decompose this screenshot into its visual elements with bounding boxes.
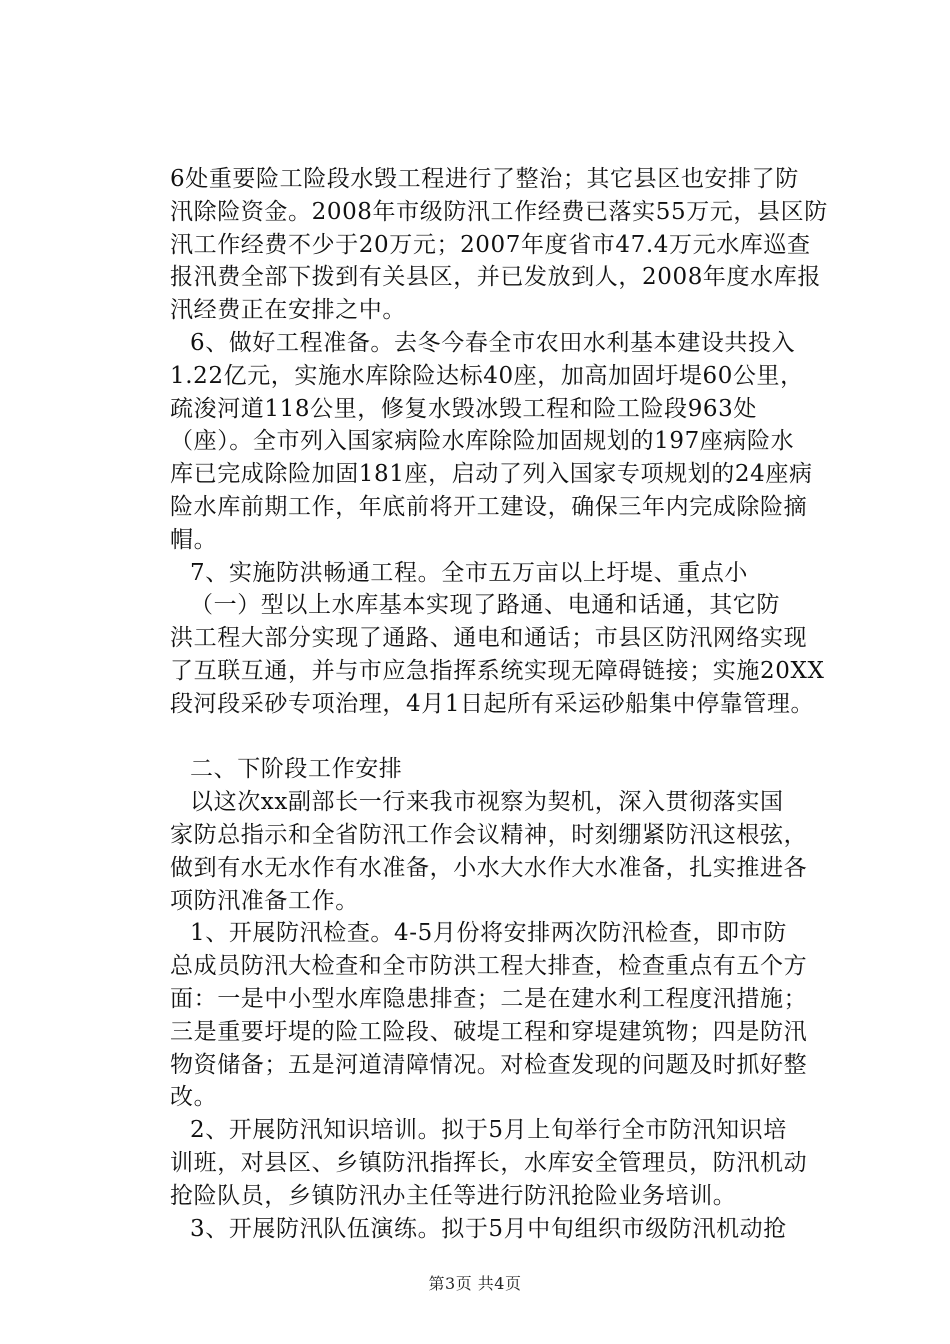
- document-body: [170, 163, 840, 1245]
- text-line: 抢险队员，乡镇防汛办主任等进行防汛抢险业务培训。: [170, 1182, 737, 1209]
- section-heading: 二、下阶段工作安排: [190, 756, 403, 783]
- text-line: 物资储备；五是河道清障情况。对检查发现的问题及时抓好整: [170, 1051, 808, 1078]
- paragraph-start-line: 2、开展防汛知识培训。拟于5月上旬举行全市防汛知识培: [190, 1117, 787, 1144]
- text-line: 汛经费正在安排之中。: [170, 297, 406, 324]
- text-line: 三是重要圩堤的险工险段、破堤工程和穿堤建筑物；四是防汛: [170, 1018, 808, 1045]
- text-line: 库已完成除险加固181座，启动了列入国家专项规划的24座病: [170, 461, 813, 488]
- text-line: 家防总指示和全省防汛工作会议精神，时刻绷紧防汛这根弦，: [170, 821, 808, 848]
- text-line: 项防汛准备工作。: [170, 887, 359, 914]
- text-line: （座）。全市列入国家病险水库除险加固规划的197座病险水: [170, 428, 795, 455]
- text-line: 帽。: [170, 526, 218, 553]
- paragraph-start-line: 3、开展防汛队伍演练。拟于5月中旬组织市级防汛机动抢: [190, 1215, 787, 1242]
- text-line: 段河段采砂专项治理，4月1日起所有采运砂船集中停靠管理。: [170, 690, 815, 717]
- paragraph-start-line: 1、开展防汛检查。4-5月份将安排两次防汛检查，即市防: [190, 920, 787, 947]
- text-line: （一）型以上水库基本实现了路通、电通和话通，其它防: [190, 592, 780, 619]
- text-line: 面：一是中小型水库隐患排查；二是在建水利工程度汛措施；: [170, 985, 808, 1012]
- page-number-footer: 第3页 共4页: [428, 1274, 522, 1293]
- paragraph-start-line: 以这次xx副部长一行来我市视察为契机，深入贯彻落实国: [190, 789, 784, 816]
- text-line: 6处重要险工险段水毁工程进行了整治；其它县区也安排了防: [170, 166, 799, 192]
- text-line: 1.22亿元，实施水库除险达标40座，加高加固圩堤60公里，: [170, 362, 804, 389]
- text-line: 险水库前期工作，年底前将开工建设，确保三年内完成除险摘: [170, 493, 808, 520]
- text-line: 训班，对县区、乡镇防汛指挥长，水库安全管理员，防汛机动: [170, 1149, 808, 1176]
- text-line: 汛工作经费不少于20万元；2007年度省市47.4万元水库巡查: [170, 231, 811, 258]
- text-line: 总成员防汛大检查和全市防洪工程大排查，检查重点有五个方: [170, 953, 808, 980]
- text-line: 报汛费全部下拨到有关县区，并已发放到人，2008年度水库报: [170, 264, 821, 291]
- text-line: 了互联互通，并与市应急指挥系统实现无障碍链接；实施20XX: [170, 657, 825, 684]
- text-line: 汛除险资金。2008年市级防汛工作经费已落实55万元，县区防: [170, 198, 828, 225]
- paragraph-start-line: 7、实施防洪畅通工程。全市五万亩以上圩堤、重点小: [190, 559, 749, 586]
- text-line: 做到有水无水作有水准备，小水大水作大水准备，扎实推进各: [170, 854, 808, 881]
- paragraph-gap: [170, 721, 840, 754]
- text-line: 洪工程大部分实现了通路、通电和通话；市县区防汛网络实现: [170, 625, 808, 652]
- paragraph-start-line: 6、做好工程准备。去冬今春全市农田水利基本建设共投入: [190, 329, 796, 356]
- text-line: 疏浚河道118公里，修复水毁冰毁工程和险工险段963处: [170, 395, 757, 422]
- text-line: 改。: [170, 1084, 218, 1111]
